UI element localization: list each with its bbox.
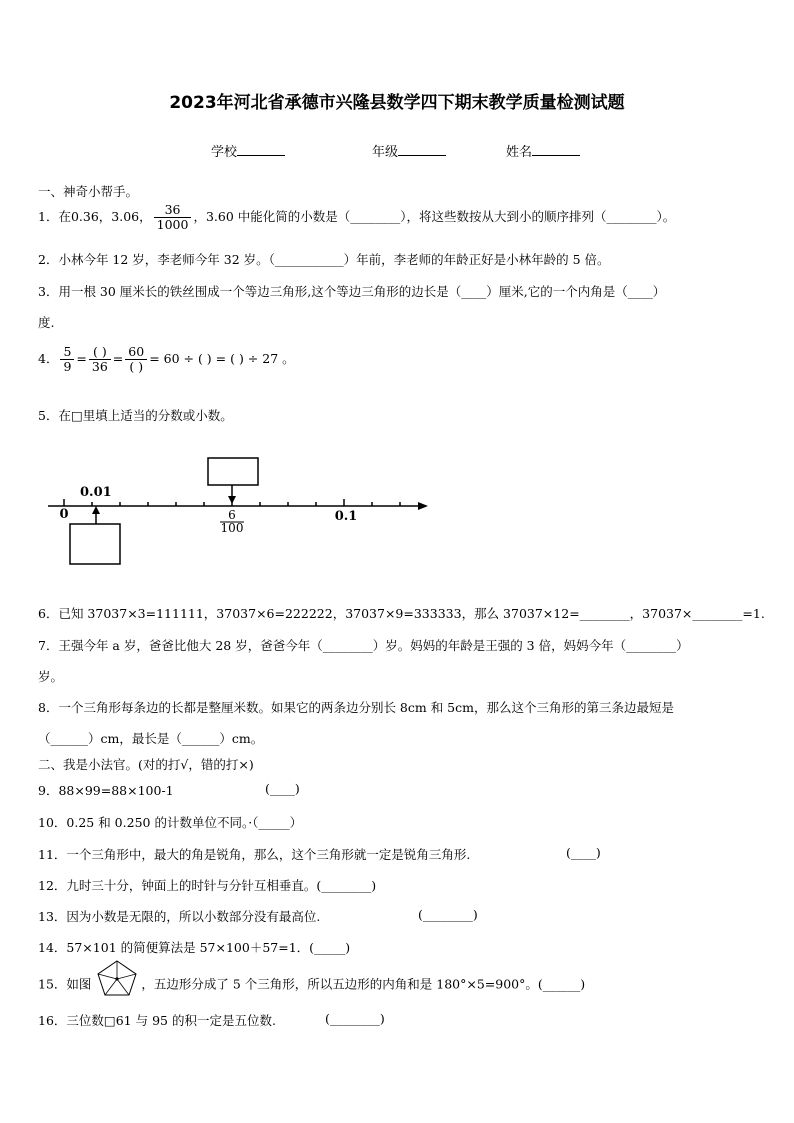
q15-text-pre: 15．如图 xyxy=(38,976,92,992)
q16-bracket[interactable]: (________) xyxy=(325,1011,385,1026)
question-15 xyxy=(38,973,585,997)
q4-fraction-2[interactable] xyxy=(89,345,111,374)
name-field xyxy=(506,141,580,160)
q4-eq2: = xyxy=(112,351,124,366)
school-label: 学校 xyxy=(211,145,238,160)
pentagon-figure xyxy=(95,959,139,997)
q4-f3-num: 60 xyxy=(125,345,147,360)
question-9: 9．88×99=88×100-1 xyxy=(38,783,174,798)
question-6: 6．已知 37037×3=111111，37037×6=222222，37037×9=333333，那么 37037×12=________，37037×________=1. xyxy=(38,606,765,621)
question-7-line1: 7．王强今年 a 岁，爸爸比他大 28 岁，爸爸今年（________）岁。妈妈的年龄是王强的 3 倍，妈妈今年（________） xyxy=(38,638,689,653)
question-1 xyxy=(38,203,675,232)
q4-eq1: = xyxy=(76,351,87,366)
question-2: 2．小林今年 12 岁，李老师今年 32 岁。（___________）年前，李老师的年龄正好是小林年龄的 5 倍。 xyxy=(38,252,610,267)
question-8-line2: （______）cm，最长是（______）cm。 xyxy=(38,731,264,746)
question-10: 10．0.25 和 0.250 的计数单位不同。·（_____） xyxy=(38,815,303,830)
question-3-line2: 度. xyxy=(38,315,55,330)
q4-tail: = 60 ÷ ( ) = ( ) ÷ 27 。 xyxy=(149,351,295,366)
grade-label: 年级 xyxy=(372,145,399,160)
answer-box-bottom[interactable] xyxy=(70,524,120,564)
grade-field xyxy=(372,141,446,160)
page-title: 2023年河北省承德市兴隆县数学四下期末教学质量检测试题 xyxy=(169,93,625,113)
question-12: 12．九时三十分，钟面上的时针与分针互相垂直。(________) xyxy=(38,878,377,893)
q1-frac-num: 36 xyxy=(154,203,192,218)
q4-f2-num: ( ) xyxy=(89,345,111,360)
q4-number: 4． xyxy=(38,351,59,366)
question-4 xyxy=(38,345,295,374)
q4-f1-den: 9 xyxy=(63,359,72,374)
q15-text-post: ，五边形分成了 5 个三角形，所以五边形的内角和是 180°×5=900°。(______) xyxy=(141,976,586,992)
question-13: 13．因为小数是无限的，所以小数部分没有最高位. xyxy=(38,909,321,924)
question-3-line1: 3．用一根 30 厘米长的铁丝围成一个等边三角形,这个等边三角形的边长是（____）厘米,它的一个内角是（____） xyxy=(38,284,666,299)
q9-bracket[interactable]: (____) xyxy=(265,781,300,796)
q13-bracket[interactable]: (________) xyxy=(418,907,478,922)
q4-fraction-3[interactable] xyxy=(125,345,147,374)
school-blank[interactable] xyxy=(237,143,285,156)
q1-text-pre: 1．在0.36，3.06， xyxy=(38,209,152,224)
question-7-line2: 岁。 xyxy=(38,669,64,684)
name-blank[interactable] xyxy=(532,143,580,156)
label-6: 6 xyxy=(228,508,236,522)
question-8-line1: 8．一个三角形每条边的长都是整厘米数。如果它的两条边分别长 8cm 和 5cm，那么这个三角形的第三条边最短是 xyxy=(38,700,674,715)
question-11: 11．一个三角形中，最大的角是锐角，那么，这个三角形就一定是锐角三角形. xyxy=(38,847,471,862)
section1-heading: 一、神奇小帮手。 xyxy=(38,184,139,199)
label-0.01: 0.01 xyxy=(80,485,112,500)
q1-fraction xyxy=(154,203,192,232)
name-label: 姓名 xyxy=(506,145,533,160)
q4-f3-den: ( ) xyxy=(129,359,144,374)
label-0: 0 xyxy=(59,507,69,522)
grade-blank[interactable] xyxy=(398,143,446,156)
question-5: 5．在□里填上适当的分数或小数。 xyxy=(38,408,233,423)
label-100: 100 xyxy=(220,521,244,535)
school-field xyxy=(211,141,285,160)
question-14: 14．57×101 的简便算法是 57×100＋57=1．(_____) xyxy=(38,940,351,955)
label-0.1: 0.1 xyxy=(334,509,358,524)
question-16: 16．三位数□61 与 95 的积一定是五位数. xyxy=(38,1013,276,1028)
number-line-arrowhead xyxy=(418,502,428,510)
q4-fraction-1 xyxy=(60,345,74,374)
number-line-figure xyxy=(40,452,430,572)
q4-f2-den: 36 xyxy=(91,359,108,374)
section2-heading: 二、我是小法官。(对的打√，错的打×) xyxy=(38,757,254,772)
q1-text-post: ，3.60 中能化简的小数是（________），将这些数按从大到小的顺序排列（________）。 xyxy=(193,209,676,224)
q4-f1-num: 5 xyxy=(60,345,74,360)
q1-frac-den: 1000 xyxy=(156,217,189,232)
q11-bracket[interactable]: (____) xyxy=(566,845,601,860)
arrow-up-head xyxy=(92,506,100,514)
answer-box-top[interactable] xyxy=(208,458,258,485)
